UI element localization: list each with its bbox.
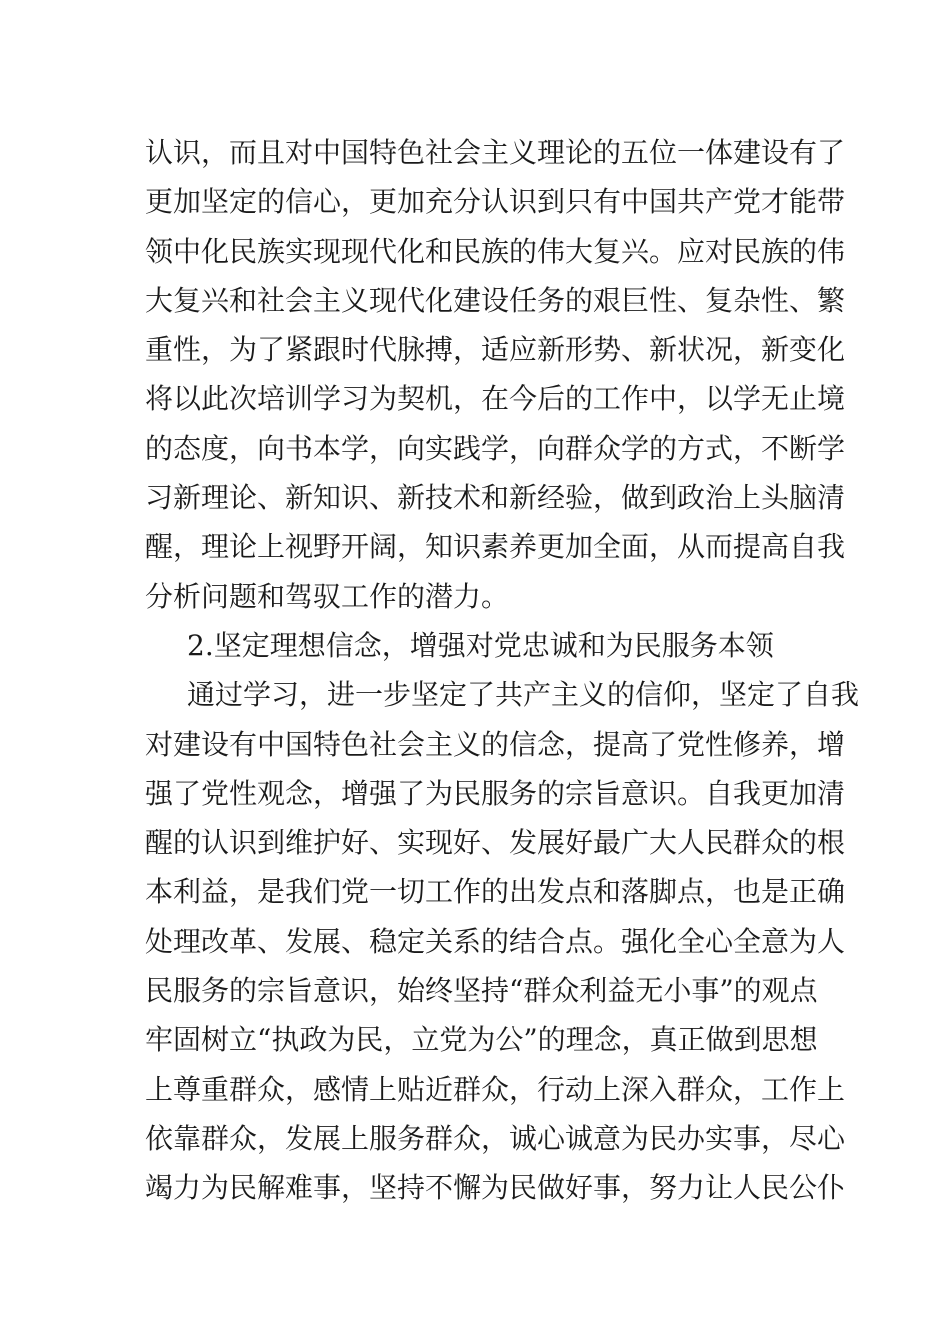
text-line: 处理改革、发展、稳定关系的结合点。强化全心全意为人: [145, 924, 846, 958]
text-line: 2.坚定理想信念，增强对党忠诚和为民服务本领: [187, 628, 774, 662]
text-line: 醒的认识到维护好、实现好、发展好最广大人民群众的根: [145, 826, 846, 860]
text-line: 本利益，是我们党一切工作的出发点和落脚点，也是正确: [145, 875, 846, 909]
text-line: 认识，而且对中国特色社会主义理论的五位一体建设有了: [145, 136, 846, 169]
text-line: 的态度，向书本学，向实践学，向群众学的方式，不断学: [145, 431, 846, 465]
text-line: 醒，理论上视野开阔，知识素养更加全面，从而提高自我: [145, 530, 846, 564]
text-line: 分析问题和驾驭工作的潜力。: [145, 579, 510, 613]
text-line: 更加坚定的信心，更加充分认识到只有中国共产党才能带: [145, 185, 846, 219]
text-line: 牢固树立“执政为民，立党为公”的理念，真正做到思想: [145, 1023, 818, 1057]
text-line: 习新理论、新知识、新技术和新经验，做到政治上头脑清: [145, 481, 846, 515]
text-line: 强了党性观念，增强了为民服务的宗旨意识。自我更加清: [145, 776, 846, 810]
text-line: 大复兴和社会主义现代化建设任务的艰巨性、复杂性、繁: [145, 283, 846, 317]
text-line: 重性，为了紧跟时代脉搏，适应新形势、新状况，新变化: [145, 333, 846, 367]
text-line: 对建设有中国特色社会主义的信念，提高了党性修养，增: [145, 727, 846, 761]
text-line: 民服务的宗旨意识，始终坚持“群众利益无小事”的观点: [145, 974, 818, 1008]
body-text: [145, 128, 860, 1213]
text-line: 领中化民族实现现代化和民族的伟大复兴。应对民族的伟: [145, 234, 846, 268]
text-line: 上尊重群众，感情上贴近群众，行动上深入群众，工作上: [145, 1072, 846, 1106]
text-line: 依靠群众，发展上服务群众，诚心诚意为民办实事，尽心: [145, 1121, 846, 1155]
text-line: 通过学习，进一步坚定了共产主义的信仰，坚定了自我: [187, 678, 860, 712]
text-line: 将以此次培训学习为契机，在今后的工作中，以学无止境: [145, 382, 846, 416]
text-line: 竭力为民解难事，坚持不懈为民做好事，努力让人民公仆: [145, 1171, 846, 1205]
